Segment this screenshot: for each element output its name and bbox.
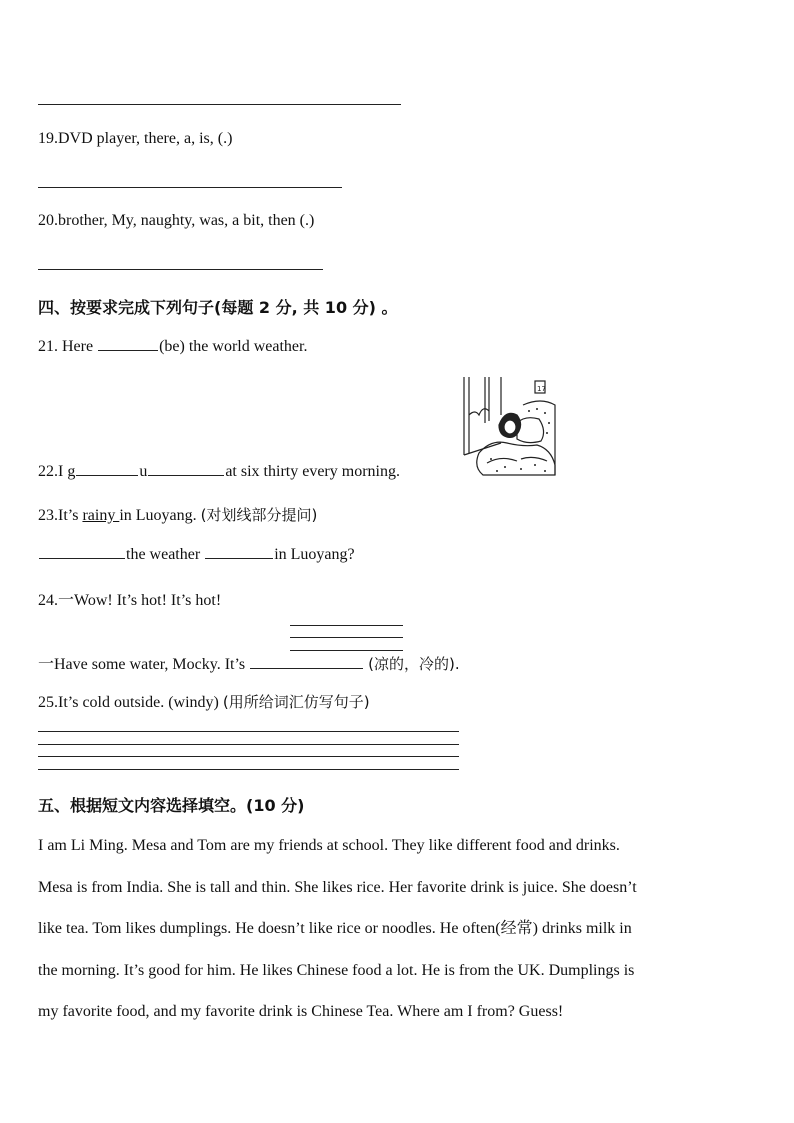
passage-line: my favorite food, and my favorite drink is Chinese Tea. Where am I from? Guess! bbox=[38, 1003, 564, 1020]
question-21-post: (be) the world weather. bbox=[159, 338, 308, 355]
question-25 bbox=[38, 691, 370, 712]
question-19: 19.DVD player, there, a, is, (.) bbox=[38, 130, 233, 147]
question-23-answer-mid: the weather bbox=[126, 546, 201, 563]
answer-line-20[interactable] bbox=[38, 269, 323, 270]
question-21-pre: Here bbox=[62, 338, 94, 355]
question-24-line2-pre: 一Have some water, Mocky. It’s bbox=[38, 656, 246, 673]
answer-line-25c[interactable] bbox=[38, 756, 459, 757]
question-24-line2 bbox=[38, 651, 460, 674]
passage-line: Mesa is from India. She is tall and thin. She likes rice. Her favorite drink is juice. She doesn’t bbox=[38, 878, 637, 896]
answer-line-24a[interactable] bbox=[290, 625, 403, 626]
question-23 bbox=[38, 504, 317, 525]
calendar-number: 17 bbox=[537, 385, 546, 393]
passage-line: like tea. Tom likes dumplings. He doesn’t like rice or noodles. He often(经常) drinks milk in bbox=[38, 920, 632, 937]
answer-line-25a[interactable] bbox=[38, 731, 459, 732]
blank-24[interactable] bbox=[250, 667, 363, 669]
question-23-post: in Luoyang. bbox=[119, 507, 201, 524]
question-20: 20.brother, My, naughty, was, a bit, then (.) bbox=[38, 212, 315, 229]
blank-23b[interactable] bbox=[205, 557, 273, 559]
question-23-instruction: (对划线部分提问) bbox=[200, 506, 318, 524]
blank-21[interactable] bbox=[98, 349, 158, 351]
question-21 bbox=[38, 338, 307, 356]
question-22 bbox=[38, 463, 400, 481]
question-22-number: 22.I g bbox=[38, 463, 76, 480]
section-5-title: 五、根据短文内容选择填空。(10 分) bbox=[38, 796, 305, 815]
question-22-mid: u bbox=[139, 463, 148, 480]
blank-22b[interactable] bbox=[148, 474, 224, 476]
question-23-underlined: rainy bbox=[82, 507, 120, 524]
question-21-number: 21. bbox=[38, 338, 58, 355]
answer-line-25d[interactable] bbox=[38, 769, 459, 770]
question-25-text: 25.It’s cold outside. (windy) bbox=[38, 694, 223, 711]
blank-23a[interactable] bbox=[39, 557, 125, 559]
passage bbox=[38, 825, 748, 1033]
passage-line: the morning. It’s good for him. He likes Chinese food a lot. He is from the UK. Dumplings is bbox=[38, 961, 635, 979]
question-23-answer bbox=[38, 546, 355, 564]
question-23-number: 23.It’s bbox=[38, 507, 83, 524]
question-22-post: at six thirty every morning. bbox=[225, 463, 400, 480]
section-4-title: 四、按要求完成下列句子(每题 2 分, 共 10 分) 。 bbox=[38, 298, 398, 317]
answer-line-24b[interactable] bbox=[290, 637, 403, 638]
answer-line-19[interactable] bbox=[38, 187, 342, 188]
answer-line-25b[interactable] bbox=[38, 744, 459, 745]
question-24-line2-post: (凉的，冷的). bbox=[368, 655, 460, 673]
illustration-girl-in-bed bbox=[461, 375, 559, 479]
question-23-answer-post: in Luoyang? bbox=[274, 546, 355, 563]
answer-line-18[interactable] bbox=[38, 104, 401, 105]
bed-scene-icon bbox=[461, 375, 559, 479]
question-25-instruction: (用所给词汇仿写句子) bbox=[222, 693, 370, 711]
blank-22a[interactable] bbox=[76, 474, 138, 476]
passage-line: I am Li Ming. Mesa and Tom are my friends at school. They like different food and drinks. bbox=[38, 837, 620, 854]
question-24-line1: 24.一Wow! It’s hot! It’s hot! bbox=[38, 592, 222, 609]
